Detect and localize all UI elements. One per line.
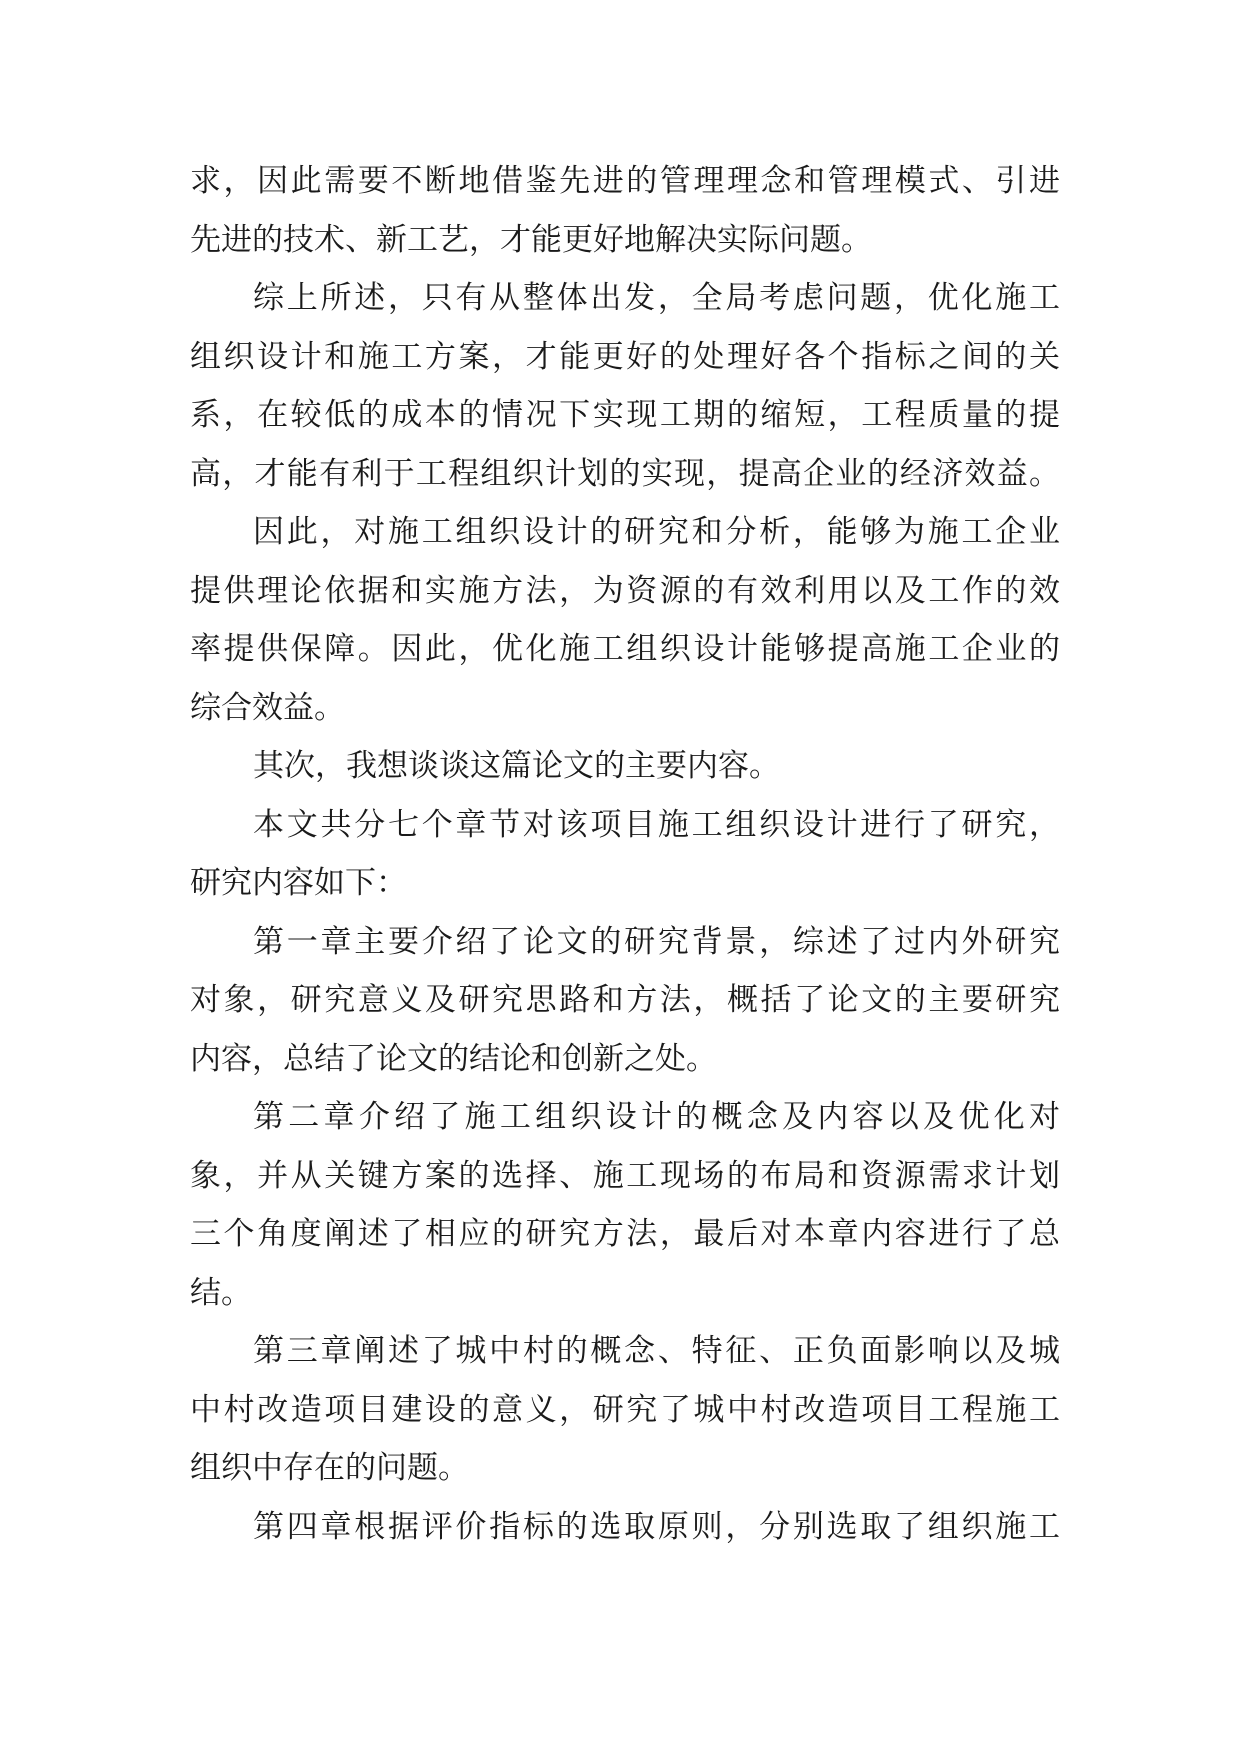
text-line: 本文共分七个章节对该项目施工组织设计进行了研究， — [253, 806, 1060, 843]
text-line: 率提供保障。因此，优化施工组织设计能够提高施工企业的 — [190, 631, 1060, 667]
body-text — [190, 152, 1060, 1556]
text-line: 组织中存在的问题。 — [190, 1450, 469, 1486]
text-line: 综上所述，只有从整体出发，全局考虑问题，优化施工 — [253, 280, 1060, 316]
text-line: 提供理论依据和实施方法，为资源的有效利用以及工作的效 — [190, 572, 1060, 609]
text-line: 系，在较低的成本的情况下实现工期的缩短，工程质量的提 — [190, 397, 1060, 433]
text-line: 综合效益。 — [190, 689, 345, 726]
text-line: 先进的技术、新工艺，才能更好地解决实际问题。 — [190, 221, 872, 258]
text-line: 求，因此需要不断地借鉴先进的管理理念和管理模式、引进 — [190, 163, 1060, 199]
text-line: 象，并从关键方案的选择、施工现场的布局和资源需求计划 — [190, 1157, 1060, 1194]
text-line: 结。 — [190, 1274, 252, 1311]
text-line: 因此，对施工组织设计的研究和分析，能够为施工企业 — [253, 514, 1060, 550]
text-line: 其次，我想谈谈这篇论文的主要内容。 — [253, 748, 780, 784]
text-line: 组织设计和施工方案，才能更好的处理好各个指标之间的关 — [190, 338, 1060, 375]
text-line: 第二章介绍了施工组织设计的概念及内容以及优化对 — [253, 1099, 1060, 1135]
text-line: 第四章根据评价指标的选取原则，分别选取了组织施工 — [253, 1508, 1060, 1545]
text-line: 内容，总结了论文的结论和创新之处。 — [190, 1040, 717, 1077]
text-line: 第一章主要介绍了论文的研究背景，综述了过内外研究 — [253, 923, 1060, 960]
text-line: 中村改造项目建设的意义，研究了城中村改造项目工程施工 — [190, 1391, 1060, 1428]
text-line: 高，才能有利于工程组织计划的实现，提高企业的经济效益。 — [190, 455, 1060, 492]
text-line: 三个角度阐述了相应的研究方法，最后对本章内容进行了总 — [190, 1216, 1060, 1252]
text-line: 研究内容如下： — [190, 865, 407, 901]
text-line: 第三章阐述了城中村的概念、特征、正负面影响以及城 — [253, 1333, 1060, 1369]
text-line: 对象，研究意义及研究思路和方法，概括了论文的主要研究 — [190, 982, 1060, 1018]
